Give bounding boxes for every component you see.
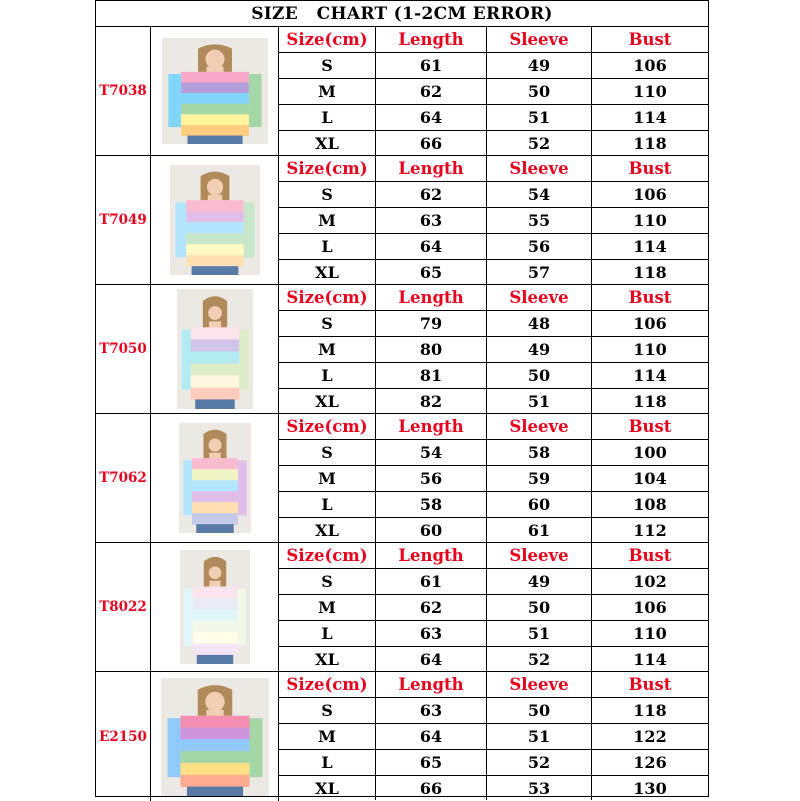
- bust-cell: 126: [633, 753, 667, 772]
- size-cell: S: [279, 182, 376, 207]
- size-grid: [279, 285, 708, 413]
- sleeve-cell: 52: [487, 750, 592, 775]
- size-cell: XL: [279, 260, 376, 284]
- product-code: T7050: [96, 285, 151, 413]
- sleeve-cell: 51: [487, 724, 592, 749]
- column-header: Length: [376, 27, 487, 52]
- bust-cell: 130: [633, 778, 667, 798]
- length-cell: 60: [376, 518, 487, 542]
- column-header: Length: [376, 156, 487, 181]
- size-grid: [279, 414, 708, 542]
- length-cell: 65: [376, 260, 487, 284]
- table-row: [279, 724, 708, 750]
- product-code: T7038: [96, 27, 151, 155]
- column-header: Bust: [628, 159, 672, 178]
- length-cell: 63: [376, 698, 487, 723]
- bust-cell: 106: [633, 185, 667, 204]
- bust-cell: 112: [633, 520, 667, 540]
- table-row: [279, 621, 708, 647]
- column-header: Length: [376, 414, 487, 439]
- length-cell: 64: [376, 105, 487, 130]
- column-header: Sleeve: [487, 672, 592, 697]
- table-row: [279, 389, 708, 413]
- column-header: Size(cm): [279, 156, 376, 181]
- table-row: [279, 518, 708, 542]
- size-chart-table: [95, 0, 709, 797]
- column-header: Sleeve: [487, 156, 592, 181]
- bust-cell: 104: [633, 469, 667, 488]
- size-grid-header: [279, 27, 708, 53]
- model-rainbow-sweater-photo: [151, 27, 279, 155]
- bust-cell: 100: [633, 443, 667, 462]
- length-cell: 54: [376, 440, 487, 465]
- size-cell: S: [279, 698, 376, 723]
- sleeve-cell: 59: [487, 466, 592, 491]
- table-row: [279, 776, 708, 800]
- length-cell: 62: [376, 182, 487, 207]
- bust-cell: 114: [633, 366, 667, 385]
- sleeve-cell: 52: [487, 131, 592, 155]
- product-code: T8022: [96, 543, 151, 671]
- length-cell: 80: [376, 337, 487, 362]
- size-cell: XL: [279, 776, 376, 800]
- bust-cell: 118: [633, 262, 667, 282]
- column-header: Bust: [628, 546, 672, 565]
- sleeve-cell: 58: [487, 440, 592, 465]
- bust-cell: 118: [633, 133, 667, 153]
- size-cell: S: [279, 311, 376, 336]
- column-header: Bust: [628, 675, 672, 694]
- sleeve-cell: 50: [487, 363, 592, 388]
- length-cell: 64: [376, 234, 487, 259]
- column-header: Size(cm): [279, 414, 376, 439]
- size-cell: S: [279, 440, 376, 465]
- length-cell: 66: [376, 131, 487, 155]
- size-cell: M: [279, 466, 376, 491]
- size-grid: [279, 27, 708, 155]
- bust-cell: 114: [633, 237, 667, 256]
- sleeve-cell: 60: [487, 492, 592, 517]
- product-block-t7049: [96, 156, 708, 285]
- length-cell: 62: [376, 79, 487, 104]
- bust-cell: 102: [633, 572, 667, 591]
- column-header: Sleeve: [487, 543, 592, 568]
- sleeve-cell: 48: [487, 311, 592, 336]
- column-header: Sleeve: [487, 285, 592, 310]
- length-cell: 56: [376, 466, 487, 491]
- sleeve-cell: 57: [487, 260, 592, 284]
- sleeve-cell: 55: [487, 208, 592, 233]
- bust-cell: 118: [633, 701, 667, 720]
- table-row: [279, 105, 708, 131]
- sleeve-cell: 52: [487, 647, 592, 671]
- table-row: [279, 466, 708, 492]
- product-block-t7050: [96, 285, 708, 414]
- size-cell: L: [279, 621, 376, 646]
- bust-cell: 108: [633, 495, 667, 514]
- product-block-t7062: [96, 414, 708, 543]
- table-row: [279, 698, 708, 724]
- product-code: E2150: [96, 672, 151, 801]
- model-hat-vneck-sweater-photo: [151, 543, 279, 671]
- size-cell: S: [279, 569, 376, 594]
- size-cell: M: [279, 724, 376, 749]
- table-row: [279, 311, 708, 337]
- size-cell: M: [279, 79, 376, 104]
- bust-cell: 106: [633, 56, 667, 75]
- size-grid-header: [279, 285, 708, 311]
- length-cell: 79: [376, 311, 487, 336]
- bust-cell: 110: [633, 624, 667, 643]
- size-grid: [279, 156, 708, 284]
- sleeve-cell: 53: [487, 776, 592, 800]
- sleeve-cell: 51: [487, 389, 592, 413]
- column-header: Size(cm): [279, 543, 376, 568]
- size-cell: L: [279, 234, 376, 259]
- length-cell: 61: [376, 569, 487, 594]
- size-grid-header: [279, 156, 708, 182]
- table-row: [279, 440, 708, 466]
- table-row: [279, 182, 708, 208]
- table-row: [279, 79, 708, 105]
- sleeve-cell: 56: [487, 234, 592, 259]
- column-header: Size(cm): [279, 285, 376, 310]
- sleeve-cell: 51: [487, 105, 592, 130]
- size-grid-header: [279, 414, 708, 440]
- length-cell: 64: [376, 724, 487, 749]
- table-row: [279, 208, 708, 234]
- bust-cell: 118: [633, 391, 667, 411]
- bust-cell: 114: [633, 108, 667, 127]
- bust-cell: 106: [633, 598, 667, 617]
- bust-cell: 110: [633, 82, 667, 101]
- product-block-t8022: [96, 543, 708, 672]
- model-cardigan-photo: [151, 414, 279, 542]
- size-cell: L: [279, 105, 376, 130]
- table-row: [279, 569, 708, 595]
- size-cell: M: [279, 337, 376, 362]
- sleeve-cell: 49: [487, 337, 592, 362]
- length-cell: 63: [376, 208, 487, 233]
- table-row: [279, 337, 708, 363]
- table-row: [279, 53, 708, 79]
- bust-cell: 110: [633, 211, 667, 230]
- column-header: Size(cm): [279, 27, 376, 52]
- sleeve-cell: 50: [487, 595, 592, 620]
- column-header: Length: [376, 672, 487, 697]
- table-row: [279, 647, 708, 671]
- table-row: [279, 131, 708, 155]
- length-cell: 61: [376, 53, 487, 78]
- size-cell: XL: [279, 647, 376, 671]
- size-grid: [279, 543, 708, 671]
- model-vneck-pullover-photo: [151, 672, 279, 801]
- size-cell: XL: [279, 131, 376, 155]
- size-cell: M: [279, 595, 376, 620]
- model-turtleneck-sweater-photo: [151, 156, 279, 284]
- size-cell: L: [279, 492, 376, 517]
- column-header: Sleeve: [487, 27, 592, 52]
- length-cell: 66: [376, 776, 487, 800]
- length-cell: 62: [376, 595, 487, 620]
- size-grid: [279, 672, 708, 801]
- sleeve-cell: 50: [487, 79, 592, 104]
- length-cell: 64: [376, 647, 487, 671]
- length-cell: 65: [376, 750, 487, 775]
- size-cell: S: [279, 53, 376, 78]
- table-row: [279, 492, 708, 518]
- bust-cell: 114: [633, 649, 667, 669]
- model-long-cardigan-photo: [151, 285, 279, 413]
- bust-cell: 106: [633, 314, 667, 333]
- bust-cell: 122: [633, 727, 667, 746]
- table-row: [279, 260, 708, 284]
- product-block-e2150: [96, 672, 708, 801]
- product-block-t7038: [96, 27, 708, 156]
- table-row: [279, 234, 708, 260]
- column-header: Length: [376, 285, 487, 310]
- sleeve-cell: 51: [487, 621, 592, 646]
- size-cell: L: [279, 750, 376, 775]
- bust-cell: 110: [633, 340, 667, 359]
- sleeve-cell: 50: [487, 698, 592, 723]
- length-cell: 81: [376, 363, 487, 388]
- column-header: Bust: [628, 30, 672, 49]
- size-grid-header: [279, 543, 708, 569]
- column-header: Size(cm): [279, 672, 376, 697]
- column-header: Sleeve: [487, 414, 592, 439]
- sleeve-cell: 49: [487, 569, 592, 594]
- table-row: [279, 750, 708, 776]
- table-row: [279, 363, 708, 389]
- sleeve-cell: 61: [487, 518, 592, 542]
- size-cell: L: [279, 363, 376, 388]
- column-header: Bust: [628, 288, 672, 307]
- product-code: T7062: [96, 414, 151, 542]
- size-cell: M: [279, 208, 376, 233]
- product-code: T7049: [96, 156, 151, 284]
- length-cell: 63: [376, 621, 487, 646]
- column-header: Bust: [628, 417, 672, 436]
- size-cell: XL: [279, 518, 376, 542]
- size-cell: XL: [279, 389, 376, 413]
- length-cell: 82: [376, 389, 487, 413]
- chart-title: SIZE CHART (1-2CM ERROR): [96, 1, 708, 27]
- column-header: Length: [376, 543, 487, 568]
- table-row: [279, 595, 708, 621]
- size-grid-header: [279, 672, 708, 698]
- sleeve-cell: 54: [487, 182, 592, 207]
- length-cell: 58: [376, 492, 487, 517]
- sleeve-cell: 49: [487, 53, 592, 78]
